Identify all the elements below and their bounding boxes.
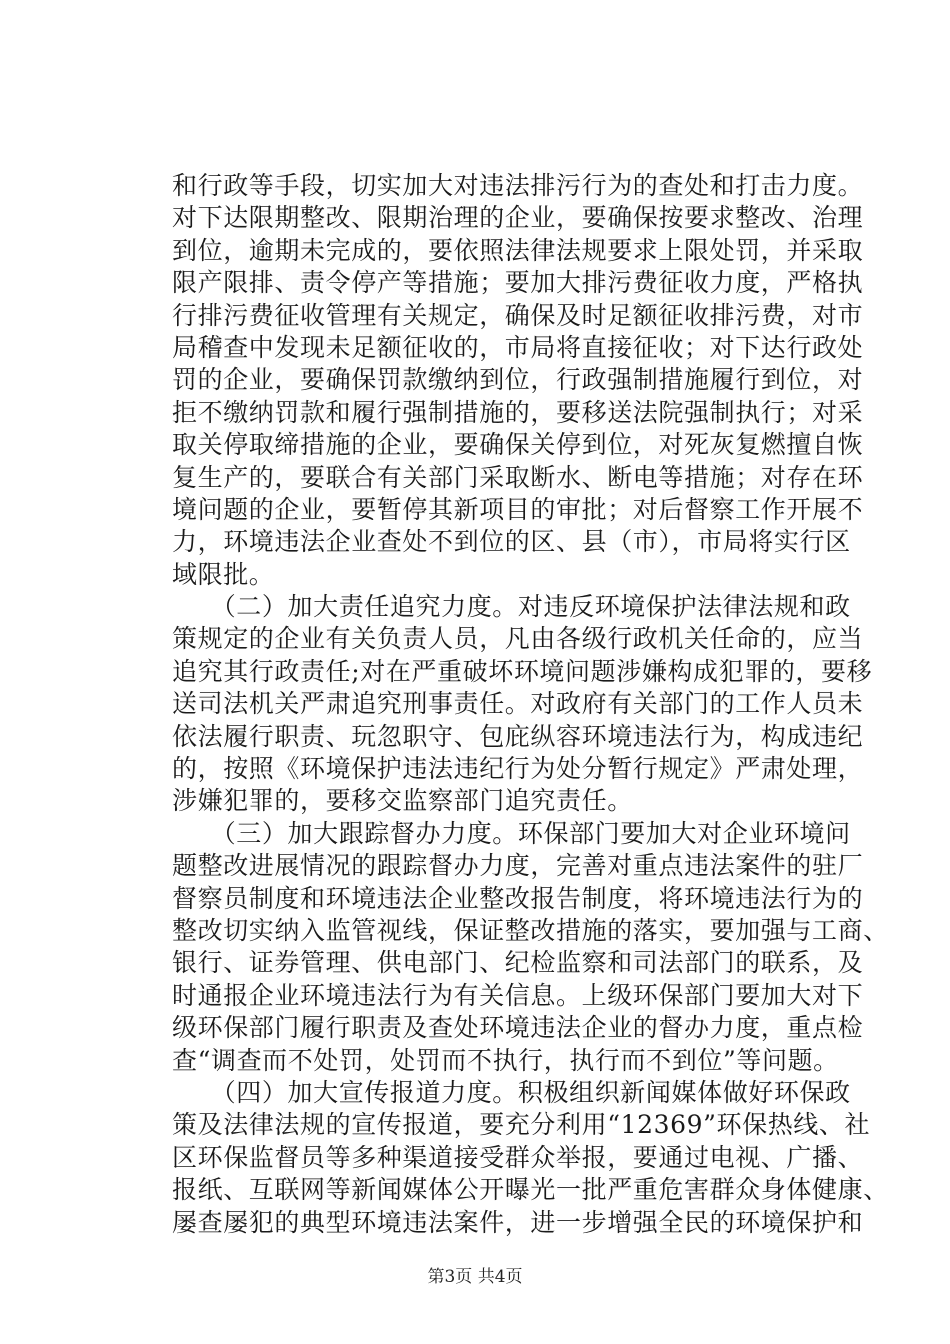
text-line: 整改切实纳入监管视线，保证整改措施的落实，要加强与工商、 [172,915,889,945]
text-line: 依法履行职责、玩忽职守、包庇纵容环境违法行为，构成违纪 [172,721,864,751]
text-line: 银行、证券管理、供电部门、纪检监察和司法部门的联系，及 [172,948,864,978]
document-body [172,170,889,1239]
text-line: 力，环境违法企业查处不到位的区、县（市），市局将实行区 [172,527,851,557]
text-line: 到位，逾期未完成的，要依照法律法规要求上限处罚，并采取 [172,235,864,265]
text-line: 涉嫌犯罪的，要移交监察部门追究责任。 [172,786,633,816]
text-line: 取关停取缔措施的企业，要确保关停到位，对死灰复燃擅自恢 [172,430,864,460]
text-line: 策规定的企业有关负责人员，凡由各级行政机关任命的，应当 [172,624,864,654]
text-line: 督察员制度和环境违法企业整改报告制度，将环境违法行为的 [172,883,864,913]
text-line: 查“调查而不处罚，处罚而不执行，执行而不到位”等问题。 [172,1045,839,1075]
text-line: 的，按照《环境保护违法违纪行为处分暂行规定》严肃处理， [172,754,864,784]
text-line: 境问题的企业，要暂停其新项目的审批；对后督察工作开展不 [172,494,864,524]
text-line: 送司法机关严肃追究刑事责任。对政府有关部门的工作人员未 [172,689,864,719]
text-line: 屡查屡犯的典型环境违法案件，进一步增强全民的环境保护和 [172,1207,864,1237]
text-line: 复生产的，要联合有关部门采取断水、断电等措施；对存在环 [172,462,864,492]
text-line: 域限批。 [172,559,275,589]
text-line: 报纸、互联网等新闻媒体公开曝光一批严重危害群众身体健康、 [172,1175,889,1205]
text-line: 限产限排、责令停产等措施；要加大排污费征收力度，严格执 [172,268,864,298]
text-line: 和行政等手段，切实加大对违法排污行为的查处和打击力度。 [172,171,864,200]
text-line: （二）加大责任追究力度。对违反环境保护法律法规和政 [172,592,851,622]
text-line: （三）加大跟踪督办力度。环保部门要加大对企业环境问 [172,818,851,848]
text-line: 级环保部门履行职责及查处环境违法企业的督办力度，重点检 [172,1013,864,1043]
text-line: 对下达限期整改、限期治理的企业，要确保按要求整改、治理 [172,203,864,233]
text-line: 局稽查中发现未足额征收的，市局将直接征收；对下达行政处 [172,332,864,362]
text-line: 区环保监督员等多种渠道接受群众举报，要通过电视、广播、 [172,1142,864,1172]
text-line: 行排污费征收管理有关规定，确保及时足额征收排污费，对市 [172,300,864,330]
text-line: 策及法律法规的宣传报道，要充分利用“12369”环保热线、社 [172,1110,871,1140]
text-line: 题整改进展情况的跟踪督办力度，完善对重点违法案件的驻厂 [172,851,864,881]
page-footer: 第3页 共4页 [427,1267,523,1287]
text-line: 追究其行政责任;对在严重破坏环境问题涉嫌构成犯罪的，要移 [172,656,873,686]
text-line: （四）加大宣传报道力度。积极组织新闻媒体做好环保政 [172,1077,851,1107]
text-line: 罚的企业，要确保罚款缴纳到位，行政强制措施履行到位，对 [172,365,864,395]
text-line: 时通报企业环境违法行为有关信息。上级环保部门要加大对下 [172,980,864,1010]
text-line: 拒不缴纳罚款和履行强制措施的，要移送法院强制执行；对采 [172,397,864,427]
